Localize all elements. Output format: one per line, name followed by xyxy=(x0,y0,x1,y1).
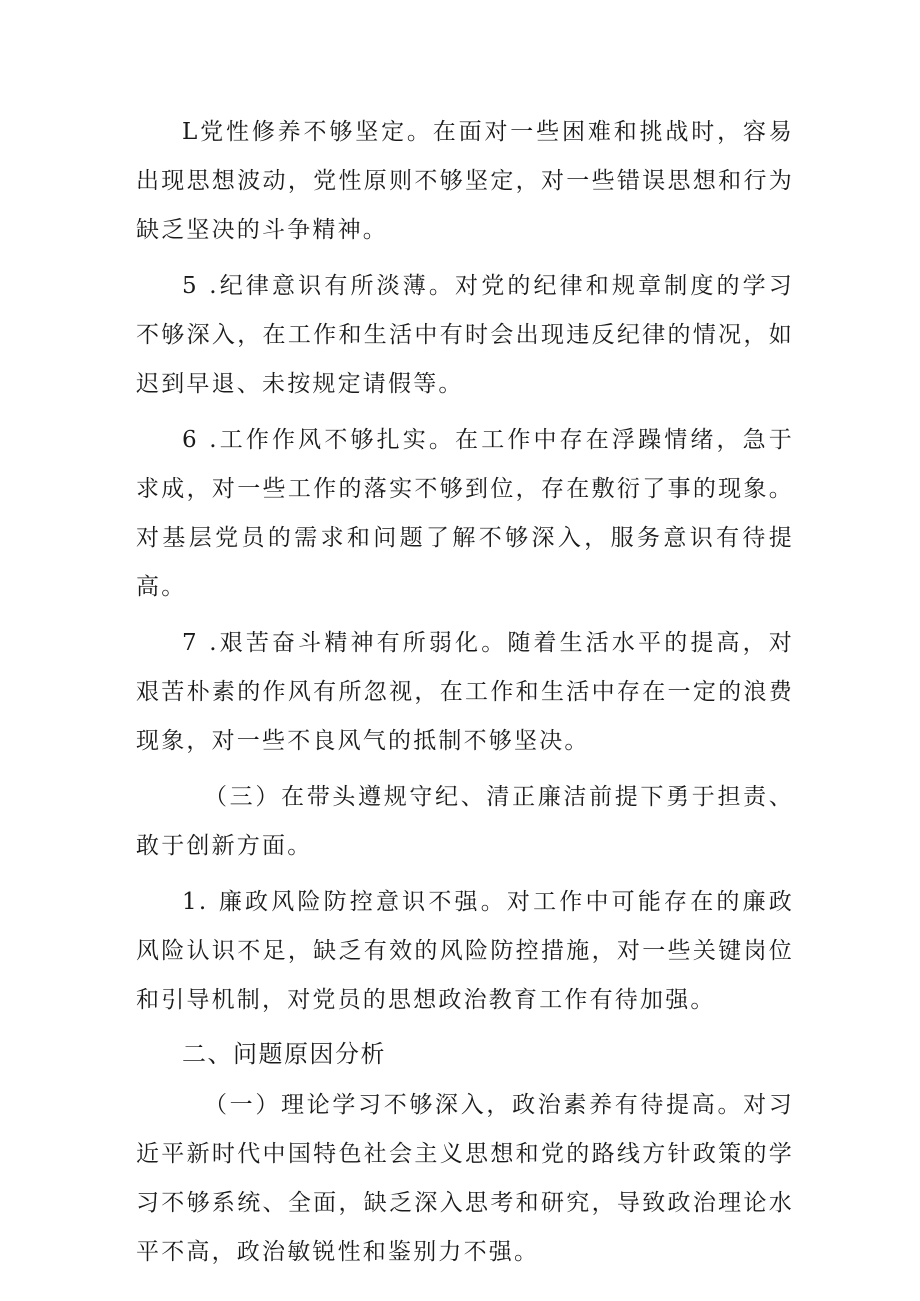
paragraph-hard-work: 7 .艰苦奋斗精神有所弱化。随着生活水平的提高，对艰苦朴素的作风有所忽视，在工作和生活中存在一定的浪费现象，对一些不良风气的抵制不够坚决。 xyxy=(136,630,794,754)
paragraph-party-spirit: L党性修养不够坚定。在面对一些困难和挑战时，容易出现思想波动，党性原则不够坚定，对一些错误思想和行为缺乏坚决的斗争精神。 xyxy=(136,119,794,243)
paragraph-work-style: 6 .工作作风不够扎实。在工作中存在浮躁情绪，急于求成，对一些工作的落实不够到位，存在敷衍了事的现象。对基层党员的需求和问题了解不够深入，服务意识有待提高。 xyxy=(136,427,794,600)
document-body xyxy=(136,108,794,1277)
subsection-heading-three: （三）在带头遵规守纪、清正廉洁前提下勇于担责、敢于创新方面。 xyxy=(136,784,794,859)
paragraph-theory-study: （一）理论学习不够深入，政治素养有待提高。对习近平新时代中国特色社会主义思想和党的路线方针政策的学习不够系统、全面，缺乏深入思考和研究，导致政治理论水平不高，政治敏锐性和鉴别力不强。 xyxy=(136,1092,794,1265)
paragraph-discipline: 5 .纪律意识有所淡薄。对党的纪律和规章制度的学习不够深入，在工作和生活中有时会出现违反纪律的情况，如迟到早退、未按规定请假等。 xyxy=(136,273,794,397)
section-heading-cause-analysis: 二、问题原因分析 xyxy=(182,1040,386,1068)
paragraph-integrity-risk: 1. 廉政风险防控意识不强。对工作中可能存在的廉政风险认识不足，缺乏有效的风险防控措施，对一些关键岗位和引导机制，对党员的思想政治教育工作有待加强。 xyxy=(136,889,794,1013)
